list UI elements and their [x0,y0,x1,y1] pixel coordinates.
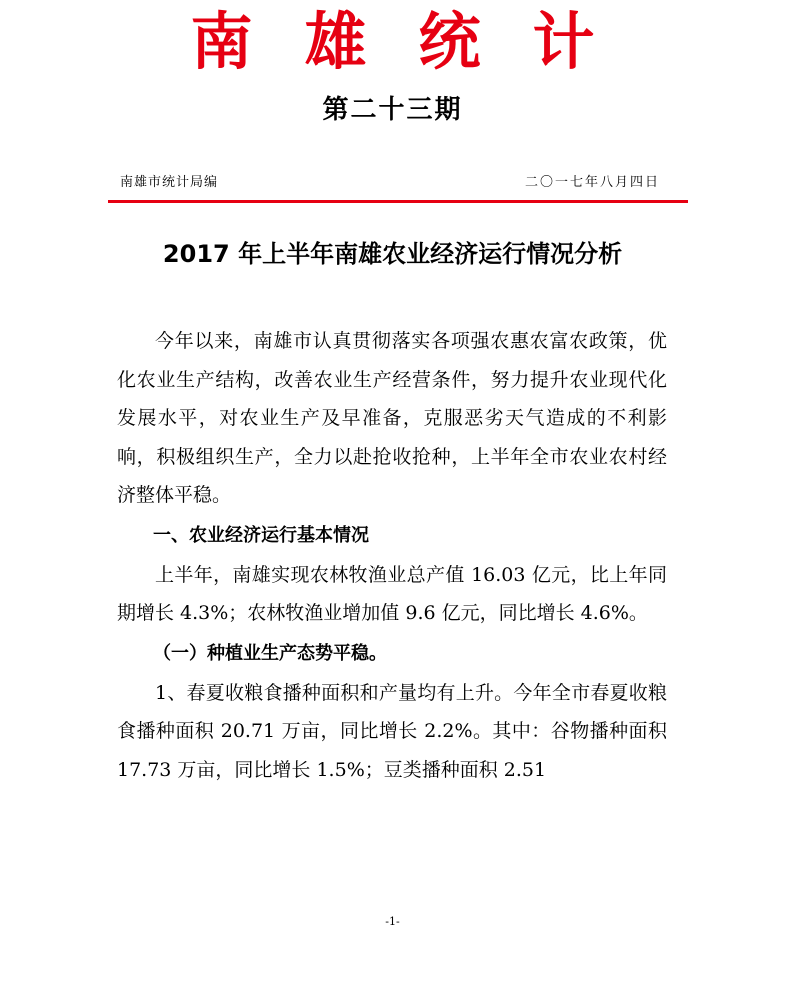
document-body [117,322,667,789]
publisher: 南雄市统计局编 [120,175,219,190]
section-heading: 一、农业经济运行基本情况 [153,524,369,546]
issue-number: 第二十三期 [322,95,463,125]
subsection-paragraph: 1、春夏收粮食播种面积和产量均有上升。今年全市春夏收粮食播种面积 20.71 万亩，同比增长 2.2%。其中：谷物播种面积 17.73 万亩，同比增长 1.5%；豆类播种面积 2.51 [117,681,667,781]
header-divider [108,200,688,203]
document-title: 2017 年上半年南雄农业经济运行情况分析 [162,240,623,268]
intro-paragraph: 今年以来，南雄市认真贯彻落实各项强农惠农富农政策，优化农业生产结构，改善农业生产经营条件，努力提升农业现代化发展水平，对农业生产及早准备，克服恶劣天气造成的不利影响，积极组织生产，全力以赴抢收抢种，上半年全市农业农村经济整体平稳。 [117,330,667,506]
section-paragraph: 上半年，南雄实现农林牧渔业总产值 16.03 亿元，比上年同期增长 4.3%；农林牧渔业增加值 9.6 亿元，同比增长 4.6%。 [117,563,667,624]
masthead-title: 南雄统计 [190,5,647,78]
publish-date: 二〇一七年八月四日 [524,175,660,190]
page-number: -1- [385,915,400,928]
subsection-heading: （一）种植业生产态势平稳。 [153,642,387,664]
